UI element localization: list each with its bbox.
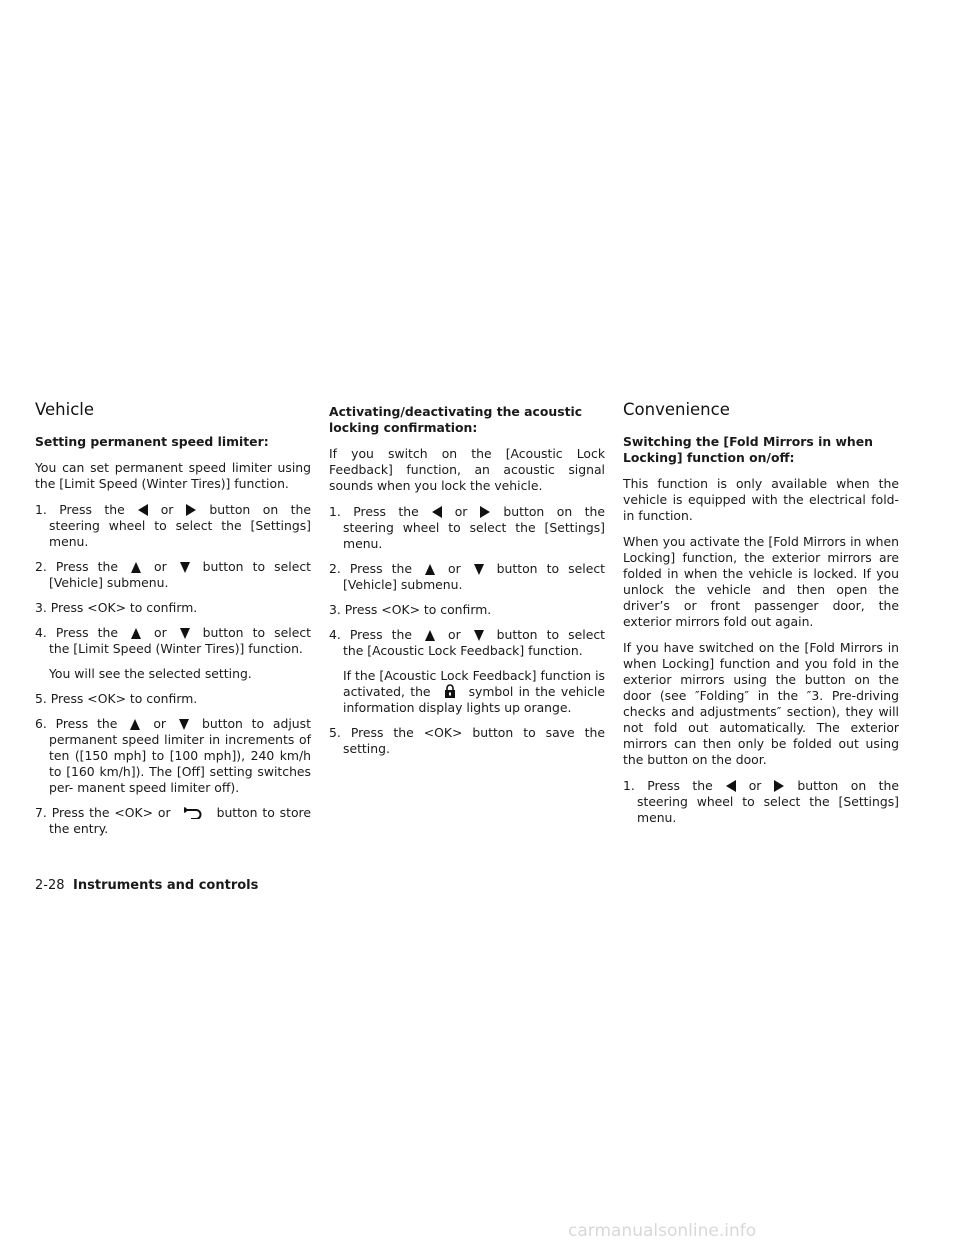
step-text: button to adjust permanent speed limiter in increments of ten ([150 mph] to [100 mph]), 240 km/h to [160 km/h]). The [Off] setting switches per- manent speed limiter off). [49,716,311,795]
paragraph-intro: You can set permanent speed limiter using the [Limit Speed (Winter Tires)] function. [35,460,311,491]
step-4 [329,627,605,659]
step-text: 2. Press the [35,559,118,574]
triangle-right-icon [480,506,490,518]
step-text: or [454,504,468,519]
triangle-left-icon [726,780,736,792]
step-text: 4. Press the [35,625,118,640]
triangle-up-icon [131,628,141,639]
step-3: 3. Press <OK> to confirm. [329,602,492,617]
column-vehicle [35,398,311,846]
step-text: or [748,778,762,793]
paragraph-2: When you activate the [Fold Mirrors in when Locking] function, the exterior mirrors are folded in when the vehicle is locked. If you unlock the vehicle and then open the driver’s or front passenger door, the exterior mirrors fold out again. [623,534,899,629]
step-4-note: You will see the selected setting. [49,666,252,681]
step-text: button to select [Vehicle] submenu. [343,561,605,592]
triangle-up-icon [130,719,140,730]
step-text: or [447,561,461,576]
triangle-down-icon [180,562,190,573]
watermark: carmanualsonline.info [568,1221,757,1241]
triangle-right-icon [774,780,784,792]
lock-icon [444,684,456,698]
column-convenience [623,398,899,835]
step-4 [35,625,311,657]
section-title: Instruments and controls [73,878,259,893]
step-text: button to select [Vehicle] submenu. [49,559,311,590]
step-text: 7. Press the <OK> or [35,805,171,820]
step-text: button on the steering wheel to select the [Settings] menu. [343,504,605,551]
step-text: button on the steering wheel to select the [Settings] menu. [49,502,311,549]
note-text: symbol in the vehicle information display lights up orange. [343,684,605,715]
step-text: or [153,559,167,574]
triangle-down-icon [474,630,484,641]
section-heading-vehicle: Vehicle [35,400,95,419]
subheading-fold-mirrors: Switching the [Fold Mirrors in when Locking] function on/off: [623,434,873,465]
triangle-right-icon [186,504,196,516]
step-text: 1. Press the [35,502,125,517]
step-text: button on the steering wheel to select the [Settings] menu. [637,778,899,825]
note-text: If the [Acoustic Lock Feedback] function is activated, the [343,668,605,699]
triangle-up-icon [425,630,435,641]
triangle-up-icon [425,564,435,575]
step-text: or [153,716,167,731]
back-arrow-icon [184,807,204,819]
triangle-down-icon [179,719,189,730]
step-text: 4. Press the [329,627,412,642]
step-1 [35,502,311,550]
paragraph-1: This function is only available when the vehicle is equipped with the electrical fold-in function. [623,476,899,523]
step-3: 3. Press <OK> to confirm. [35,600,198,615]
step-7 [35,805,311,837]
step-5: 5. Press the <OK> button to save the setting. [329,725,605,756]
step-5: 5. Press <OK> to confirm. [35,691,198,706]
step-2 [35,559,311,591]
subheading-speed-limiter: Setting permanent speed limiter: [35,434,269,449]
step-text: or [447,627,461,642]
step-4-note [329,668,605,716]
triangle-up-icon [131,562,141,573]
step-2 [329,561,605,593]
step-text: 1. Press the [623,778,713,793]
subheading-acoustic-locking: Activating/deactivating the acoustic locking confirmation: [329,404,583,435]
page-footer [35,878,258,893]
step-text: button to select the [Limit Speed (Winter Tires)] function. [49,625,311,656]
step-text: button to select the [Acoustic Lock Feedback] function. [343,627,605,658]
triangle-left-icon [432,506,442,518]
step-1 [623,778,899,826]
triangle-down-icon [474,564,484,575]
triangle-down-icon [180,628,190,639]
step-text: button to store the entry. [49,805,311,836]
triangle-left-icon [138,504,148,516]
page-number: 2-28 [35,878,65,893]
step-6 [35,716,311,796]
paragraph-3: If you have switched on the [Fold Mirrors in when Locking] function and you fold in the exterior mirrors using the button on the door (see ″Folding″ in the ″3. Pre-driving checks and adjustments″ section), they will not fold out automatically. The exterior mirrors can then only be folded out using the button on the door. [623,640,899,767]
step-text: or [153,625,167,640]
step-text: 2. Press the [329,561,412,576]
section-heading-convenience: Convenience [623,400,730,419]
step-text: 6. Press the [35,716,118,731]
paragraph-intro: If you switch on the [Acoustic Lock Feedback] function, an acoustic signal sounds when you lock the vehicle. [329,446,605,493]
column-acoustic-locking [329,404,605,766]
step-text: or [160,502,174,517]
step-1 [329,504,605,552]
step-text: 1. Press the [329,504,419,519]
